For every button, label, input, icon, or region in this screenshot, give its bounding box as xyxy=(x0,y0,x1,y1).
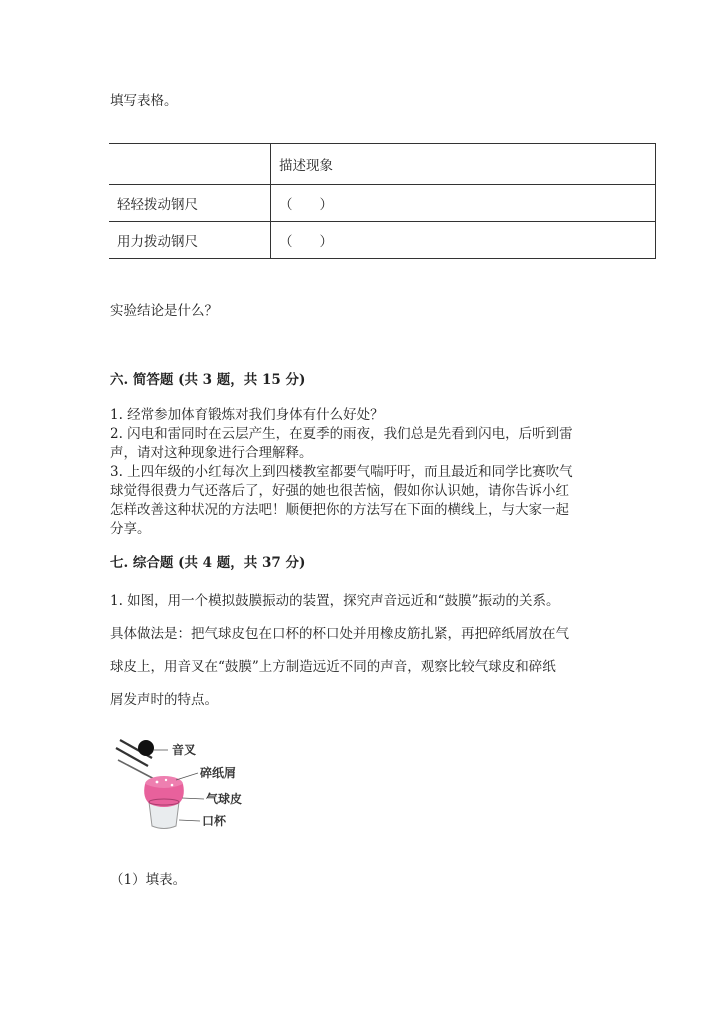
paper-scrap xyxy=(156,781,159,784)
paper-scrap xyxy=(171,784,174,787)
table-row xyxy=(109,222,656,259)
row-label: 用力拨动钢尺 xyxy=(109,222,271,259)
answer-blank[interactable]: （ ） xyxy=(271,222,656,259)
section7-line: 屑发声时的特点。 xyxy=(110,692,218,708)
leader-line xyxy=(176,773,198,780)
section7-line: 1. 如图，用一个模拟鼓膜振动的装置，探究声音远近和“鼓膜”振动的关系。 xyxy=(110,593,560,609)
leader-line xyxy=(182,798,204,799)
section6-line: 声，请对这种现象进行合理解释。 xyxy=(110,445,313,461)
table-row xyxy=(109,185,656,222)
leader-line xyxy=(179,820,200,821)
label-balloon-skin: 气球皮 xyxy=(206,792,243,806)
answer-blank[interactable]: （ ） xyxy=(271,185,656,222)
section7-line: 具体做法是：把气球皮包在口杯的杯口处并用橡皮筋扎紧，再把碎纸屑放在气 xyxy=(110,626,569,642)
question-text: 实验结论是什么？ xyxy=(110,303,218,319)
fork-head xyxy=(138,740,154,756)
section7-line: 球皮上，用音叉在“鼓膜”上方制造远近不同的声音，观察比较气球皮和碎纸 xyxy=(110,659,556,675)
section6-line: 怎样改善这种状况的方法吧！顺便把你的方法写在下面的横线上，与大家一起 xyxy=(110,502,569,518)
label-tuning-fork: 音叉 xyxy=(172,743,197,757)
subquestion-text: （1）填表。 xyxy=(110,872,187,888)
row-label: 轻轻拨动钢尺 xyxy=(109,185,271,222)
drum-model-figure xyxy=(112,732,262,832)
section6-line: 分享。 xyxy=(110,521,151,537)
label-cup: 口杯 xyxy=(202,814,227,828)
paper-scrap xyxy=(165,779,167,781)
intro-text: 填写表格。 xyxy=(110,93,178,109)
section7-title: 七. 综合题 (共 4 题，共 37 分) xyxy=(110,555,306,571)
section6-line: 球觉得很费力气还落后了，好强的她也很苦恼，假如你认识她，请你告诉小红 xyxy=(110,483,569,499)
section6-line: 2. 闪电和雷同时在云层产生，在夏季的雨夜，我们总是先看到闪电，后听到雷 xyxy=(110,426,573,442)
section6-line: 3. 上四年级的小红每次上到四楼教室都要气喘吁吁，而且最近和同学比赛吹气 xyxy=(110,464,573,480)
section6-line: 1. 经常参加体育锻炼对我们身体有什么好处？ xyxy=(110,407,384,423)
table-header-cell: 描述现象 xyxy=(271,144,656,185)
answer-table xyxy=(109,143,656,259)
table-header-cell xyxy=(109,144,271,185)
label-paper-scraps: 碎纸屑 xyxy=(200,766,237,780)
section6-title: 六. 简答题 (共 3 题，共 15 分) xyxy=(110,372,306,388)
table-header-row xyxy=(109,144,656,185)
